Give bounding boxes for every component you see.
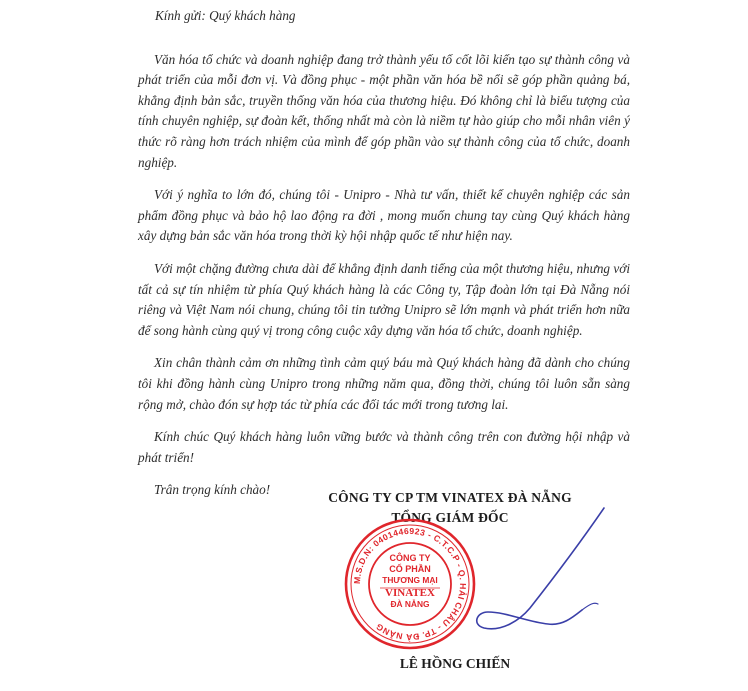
seal-center-line-5: ĐÀ NẴNG [390,599,430,609]
seal-center-line-3: THƯƠNG MẠI [382,575,438,585]
signer-position: TỔNG GIÁM ĐỐC [391,510,509,525]
paragraph-trust: Với một chặng đường chưa dài để khẳng định danh tiếng của một thương hiệu, nhưng với tất cả sự tín nhiệm từ phía Quý khách hàng là các Công ty, Tập đoàn lớn tại Đà Nẵng nói riêng và Việt Nam nói chung, chúng tôi tin tưởng Unipro sẽ lớn mạnh và phát triển hơn nữa để song hành cùng quý vị trong công cuộc xây dựng văn hóa tổ chức, doanh nghiệp. [138,260,630,338]
paragraph-wishes: Kính chúc Quý khách hàng luôn vững bước và thành công trên con đường hội nhập và phát triển! [138,429,630,465]
company-name: CÔNG TY CP TM VINATEX ĐÀ NẴNG [328,490,572,505]
paragraph-unipro-intro: Với ý nghĩa to lớn đó, chúng tôi - Unipro - Nhà tư vấn, thiết kế chuyên nghiệp các sản phẩm đồng phục và bảo hộ lao động ra đời , mong muốn chung tay cùng Quý khách hàng xây dựng bản sắc văn hóa trong thời kỳ hội nhập quốc tế như hiện nay. [138,187,630,244]
paragraph-culture: Văn hóa tổ chức và doanh nghiệp đang trở thành yếu tố cốt lõi kiến tạo sự thành công và phát triển của mỗi đơn vị. Và đồng phục - một phần văn hóa bề nổi sẽ góp phần quảng bá, khẳng định bản sắc, truyền thống văn hóa của thương hiệu. Đó không chỉ là biểu tượng của tính chuyên nghiệp, sự đoàn kết, thống nhất mà còn là niềm tự hào giúp cho mỗi nhân viên ý thức rõ ràng hơn trách nhiệm của mình để góp phần vào sự thành công của tổ chức, doanh nghiệp. [138,51,630,170]
seal-ring-text: M.S.D.N: 0401446923 - C.T.C.P - Q. HẢI CHÂU - TP. ĐÀ NẴNG [351,525,469,643]
letter-body [138,6,630,513]
handwritten-signature [432,500,632,650]
letter-greeting: Kính gửi: Quý khách hàng [155,8,296,23]
signer-name: LÊ HỒNG CHIẾN [399,656,511,671]
paragraph-thanks: Xin chân thành cảm ơn những tình cảm quý báu mà Quý khách hàng đã dành cho chúng tôi khi đồng hành cùng Unipro trong những năm qua, đồng thời, chúng tôi luôn sẵn sàng rộng mở, chào đón sự hợp tác từ phía các đối tác mới trong tương lai. [138,355,630,412]
seal-center-line-2: CỔ PHẦN [389,564,431,574]
seal-center-line-1: CÔNG TY [389,553,431,563]
letter-closing: Trân trọng kính chào! [154,482,271,498]
seal-center-line-4: VINATEX [385,587,435,599]
